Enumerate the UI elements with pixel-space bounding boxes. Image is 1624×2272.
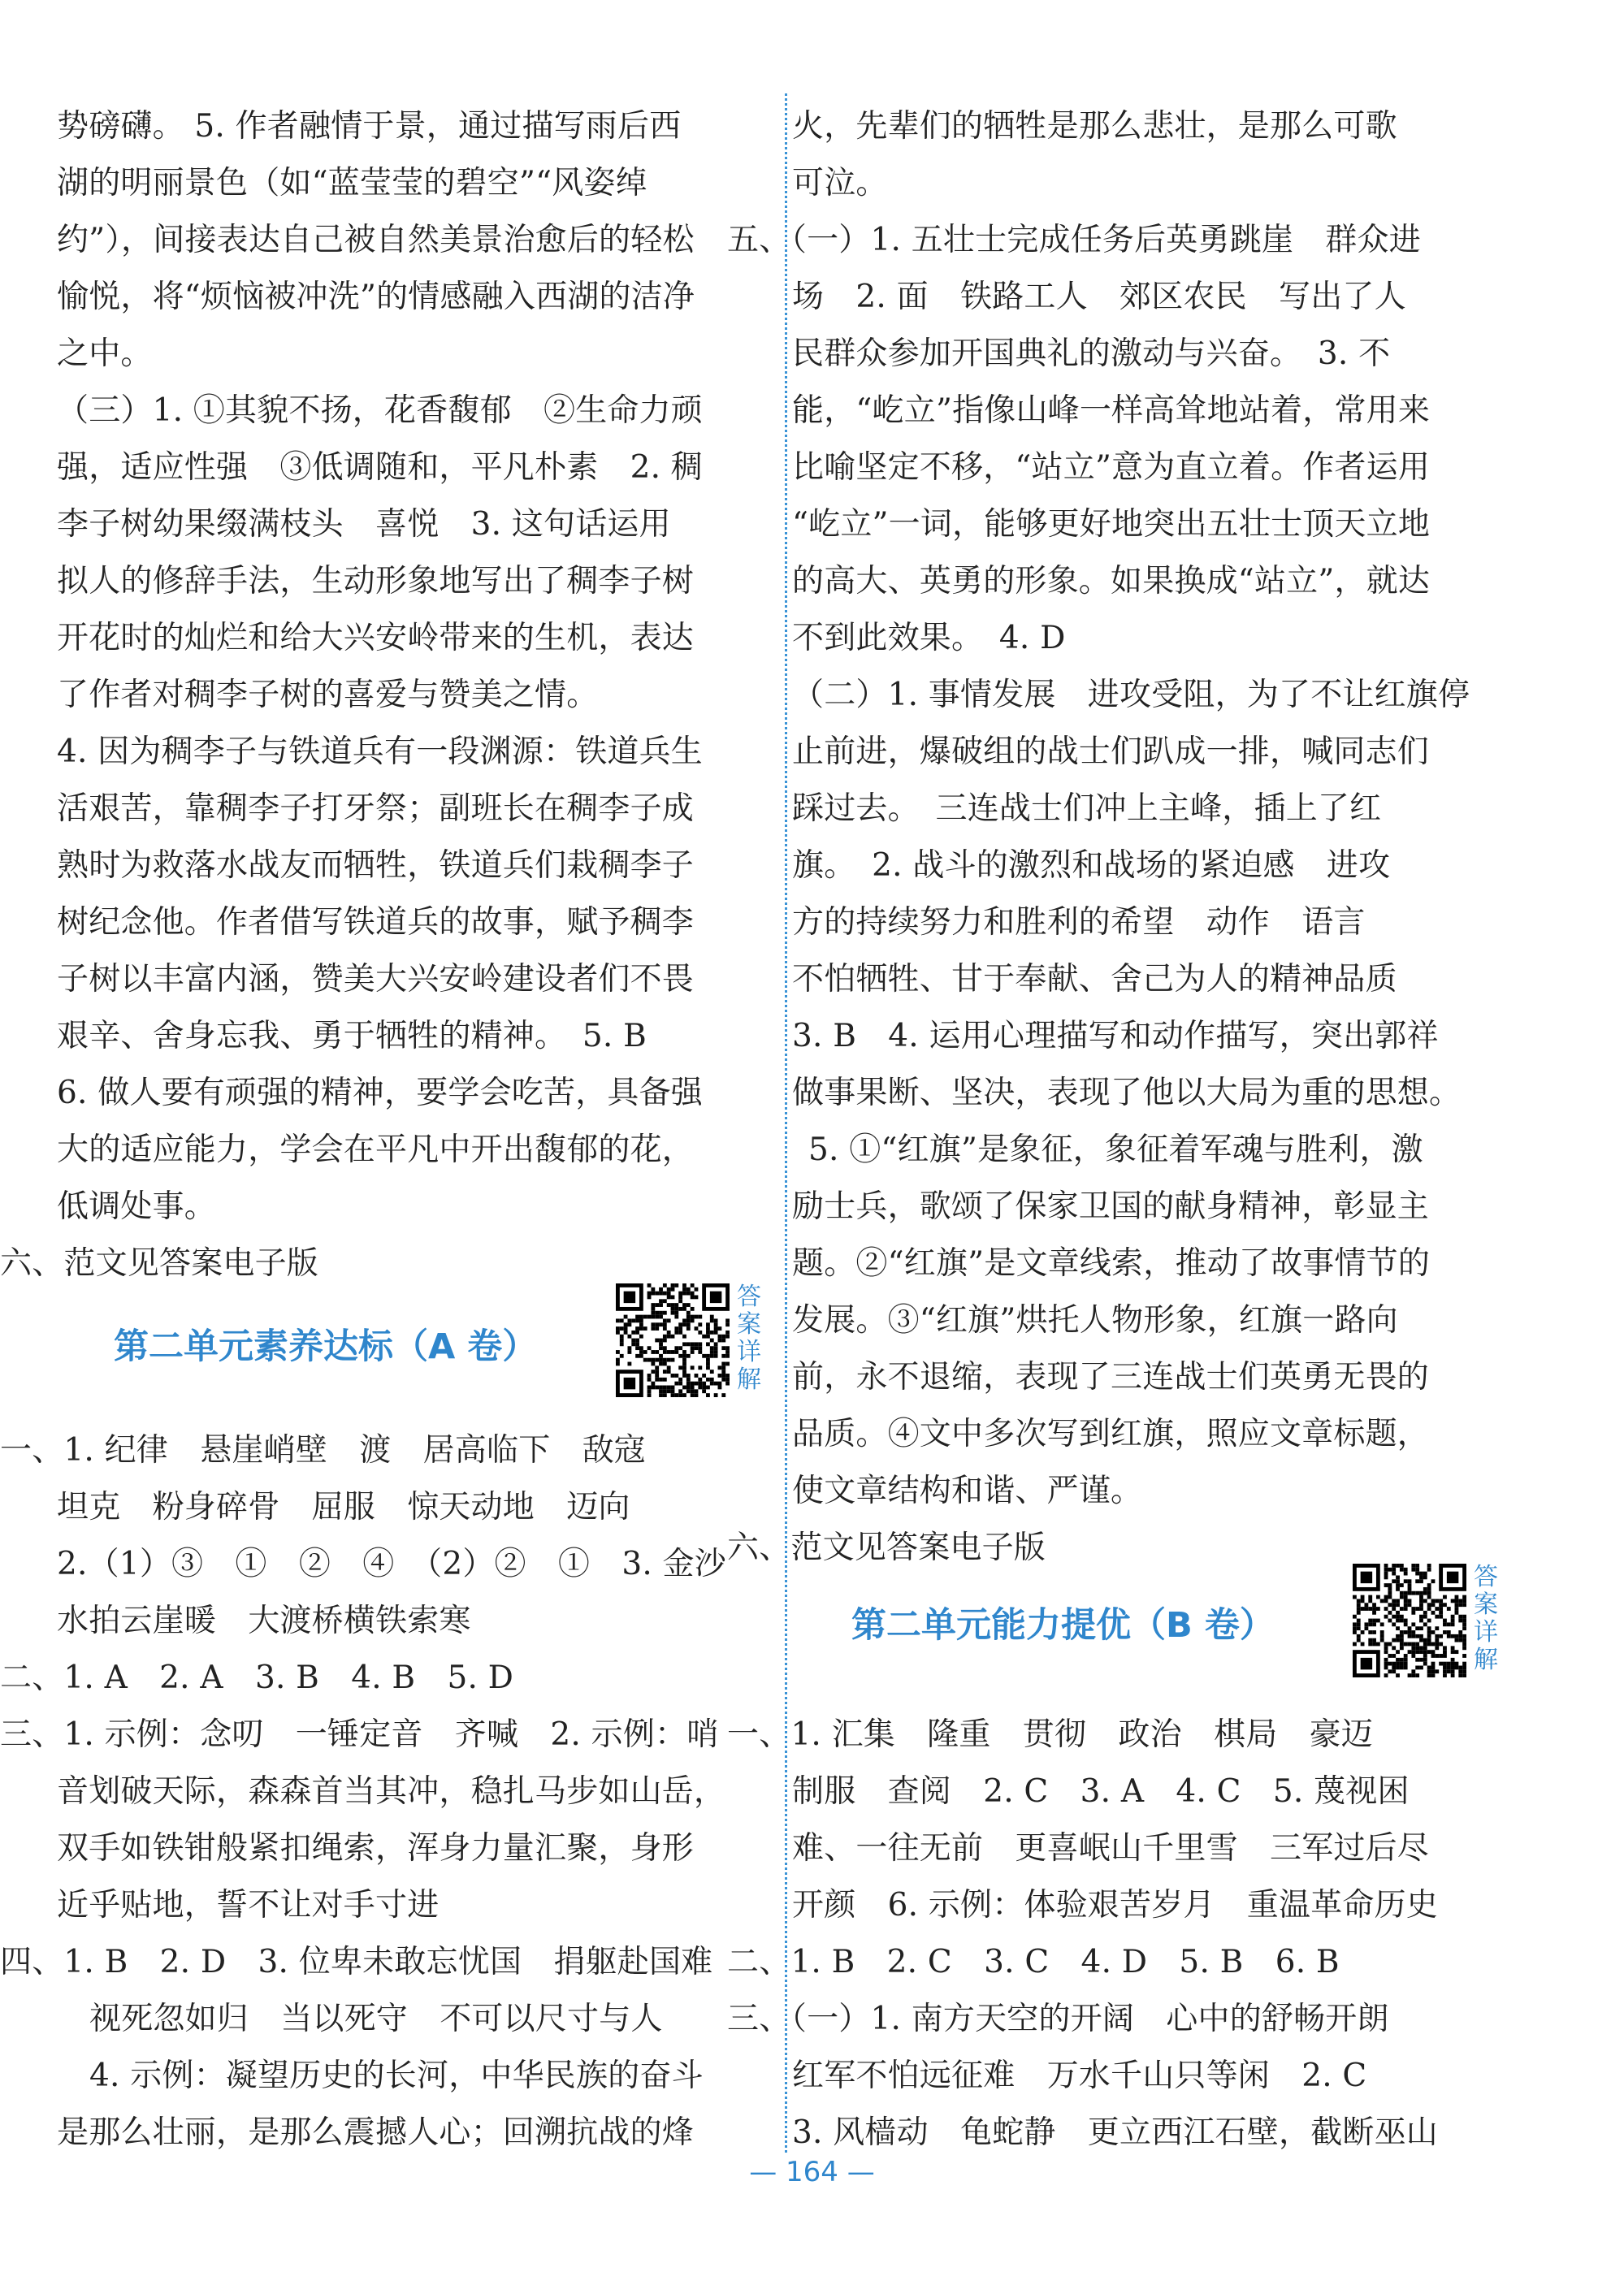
right-column-text-line: 题。②“红旗”是文章线索，推动了故事情节的 — [792, 1245, 1431, 1282]
section-b-title: 第二单元能力提优（B 卷） — [851, 1605, 1275, 1646]
qr-answer-label: 答案详解 — [1474, 1563, 1498, 1674]
right-column-text-line: 开颜 6. 示例：体验艰苦岁月 重温革命历史 — [792, 1887, 1439, 1924]
qr-answer-label: 答案详解 — [737, 1283, 761, 1394]
page-number: — 164 — — [749, 2156, 875, 2188]
right-column-text-line: 可泣。 — [792, 165, 888, 201]
right-column-text-line: 方的持续努力和胜利的希望 动作 语言 — [792, 904, 1366, 941]
left-column-text-line: 是那么壮丽，是那么震撼人心；回溯抗战的烽 — [57, 2114, 695, 2151]
left-column-text-line: 拟人的修辞手法，生动形象地写出了稠李子树 — [57, 563, 695, 599]
left-column-text-line: 低调处事。 — [57, 1188, 217, 1225]
left-column-text-line: 愉悦，将“烦恼被冲洗”的情感融入西湖的洁净 — [57, 279, 695, 315]
left-column-text-line: 4. 示例：凝望历史的长河，中华民族的奋斗 — [89, 2058, 704, 2094]
right-column-text-line: 不到此效果。 4. D — [792, 620, 1066, 656]
left-column-text-line: 熟时为救落水战友而牺牲，铁道兵们栽稠李子 — [57, 847, 695, 884]
right-column-text-line: 红军不怕远征难 万水千山只等闲 2. C — [792, 2058, 1367, 2094]
right-column-text-line: 止前进，爆破组的战士们趴成一排，喊同志们 — [792, 734, 1430, 770]
left-column-text-line: 视死忽如归 当以死守 不可以尺寸与人 — [89, 2001, 663, 2037]
right-column-text-line: 五、（一）1. 五壮士完成任务后英勇跳崖 群众进 — [727, 222, 1421, 258]
right-column-text-line: 3. 风樯动 龟蛇静 更立西江石壁，截断巫山 — [792, 2114, 1439, 2151]
left-column-text-line: 音划破天际，森森首当其冲，稳扎马步如山岳， — [57, 1773, 726, 1810]
left-column-text-line: 子树以丰富内涵，赞美大兴安岭建设者们不畏 — [57, 961, 695, 998]
left-column-text-line: 约”），间接表达自己被自然美景治愈后的轻松 — [57, 222, 695, 258]
left-column-text-line: 近乎贴地，誓不让对手寸进 — [57, 1887, 440, 1924]
left-column-text-line: 了作者对稠李子树的喜爱与赞美之情。 — [57, 677, 599, 713]
right-column-text-line: “屹立”一词，能够更好地突出五壮士顶天立地 — [792, 506, 1431, 543]
left-column-text-line: 强，适应性强 ③低调随和，平凡朴素 2. 稠 — [57, 449, 704, 486]
right-column-text-line: 三、（一）1. 南方天空的开阔 心中的舒畅开朗 — [727, 2001, 1389, 2037]
left-column-text-line: 六、范文见答案电子版 — [0, 1245, 319, 1282]
right-column-text-line: 比喻坚定不移，“站立”意为直立着。作者运用 — [792, 449, 1431, 486]
right-column-text-line: 发展。③“红旗”烘托人物形象，红旗一路向 — [792, 1302, 1398, 1339]
left-column-text-line: 树纪念他。作者借写铁道兵的故事，赋予稠李 — [57, 904, 695, 941]
right-column-text-line: 的高大、英勇的形象。如果换成“站立”，就达 — [792, 563, 1431, 599]
left-column-text-line: 四、1. B 2. D 3. 位卑未敢忘忧国 捐躯赴国难 — [0, 1944, 713, 1980]
right-column-text-line: 品质。④文中多次写到红旗，照应文章标题， — [792, 1416, 1430, 1452]
right-column-text-line: 场 2. 面 铁路工人 郊区农民 写出了人 — [792, 279, 1406, 315]
left-column-text-line: 艰辛、舍身忘我、勇于牺牲的精神。 5. B — [57, 1018, 647, 1054]
right-column-text-line: 5. ①“红旗”是象征，象征着军魂与胜利，激 — [808, 1132, 1423, 1168]
right-column-text-line: 制服 查阅 2. C 3. A 4. C 5. 蔑视困 — [792, 1773, 1410, 1810]
qr-code-icon[interactable] — [1353, 1564, 1466, 1677]
right-column-text-line: 一、1. 汇集 隆重 贯彻 政治 棋局 豪迈 — [727, 1716, 1374, 1753]
right-column-text-line: 六、范文见答案电子版 — [727, 1530, 1046, 1566]
right-column-text-line: 使文章结构和谐、严谨。 — [792, 1473, 1143, 1509]
left-column-text-line: 水拍云崖暖 大渡桥横铁索寒 — [57, 1603, 471, 1639]
right-column-text-line: 民群众参加开国典礼的激动与兴奋。 3. 不 — [792, 335, 1391, 372]
left-column-text-line: 坦克 粉身碎骨 屈服 惊天动地 迈向 — [57, 1489, 630, 1525]
right-column-text-line: 难、一往无前 更喜岷山千里雪 三军过后尽 — [792, 1830, 1430, 1867]
left-column-text-line: 活艰苦，靠稠李子打牙祭；副班长在稠李子成 — [57, 790, 695, 827]
left-column-text-line: 湖的明丽景色（如“蓝莹莹的碧空”“风姿绰 — [57, 165, 647, 201]
right-column-text-line: 能，“屹立”指像山峰一样高耸地站着，常用来 — [792, 392, 1431, 429]
right-column-text-line: 励士兵，歌颂了保家卫国的献身精神，彰显主 — [792, 1188, 1430, 1225]
right-column-text-line: 前，永不退缩，表现了三连战士们英勇无畏的 — [792, 1359, 1430, 1396]
left-column-text-line: （三）1. ①其貌不扬，花香馥郁 ②生命力顽 — [57, 392, 704, 429]
left-column-text-line: 大的适应能力，学会在平凡中开出馥郁的花， — [57, 1132, 695, 1168]
right-column-text-line: 旗。 2. 战斗的激烈和战场的紧迫感 进攻 — [792, 847, 1391, 884]
qr-code-icon[interactable] — [616, 1283, 730, 1397]
section-a-title: 第二单元素养达标（A 卷） — [114, 1326, 538, 1367]
left-column-text-line: 2.（1）③ ① ② ④ （2）② ① 3. 金沙 — [57, 1546, 726, 1582]
left-column-text-line: 4. 因为稠李子与铁道兵有一段渊源：铁道兵生 — [57, 734, 704, 770]
right-column-text-line: 做事果断、坚决，表现了他以大局为重的思想。 — [792, 1075, 1462, 1111]
left-column-text-line: 二、1. A 2. A 3. B 4. B 5. D — [0, 1660, 514, 1696]
left-column-text-line: 势磅礴。 5. 作者融情于景，通过描写雨后西 — [57, 108, 682, 145]
right-column-text-line: 火，先辈们的牺牲是那么悲壮，是那么可歌 — [792, 108, 1397, 145]
left-column-text-line: 开花时的灿烂和给大兴安岭带来的生机，表达 — [57, 620, 695, 656]
left-column-text-line: 双手如铁钳般紧扣绳索，浑身力量汇聚，身形 — [57, 1830, 695, 1867]
left-column-text-line: 三、1. 示例：念叨 一锤定音 齐喊 2. 示例：哨 — [0, 1716, 719, 1753]
right-column-text-line: （二）1. 事情发展 进攻受阻，为了不让红旗停 — [792, 677, 1470, 713]
column-divider — [785, 93, 787, 2153]
right-column-text-line: 踩过去。 三连战士们冲上主峰，插上了红 — [792, 790, 1382, 827]
left-column-text-line: 一、1. 纪律 悬崖峭壁 渡 居高临下 敌寇 — [0, 1432, 647, 1469]
right-column-text-line: 3. B 4. 运用心理描写和动作描写，突出郭祥 — [792, 1018, 1439, 1054]
left-column-text-line: 之中。 — [57, 335, 153, 372]
right-column-text-line: 二、1. B 2. C 3. C 4. D 5. B 6. B — [727, 1944, 1340, 1980]
left-column-text-line: 李子树幼果缀满枝头 喜悦 3. 这句话运用 — [57, 506, 671, 543]
right-column-text-line: 不怕牺牲、甘于奉献、舍己为人的精神品质 — [792, 961, 1397, 998]
left-column-text-line: 6. 做人要有顽强的精神，要学会吃苦，具备强 — [57, 1075, 704, 1111]
